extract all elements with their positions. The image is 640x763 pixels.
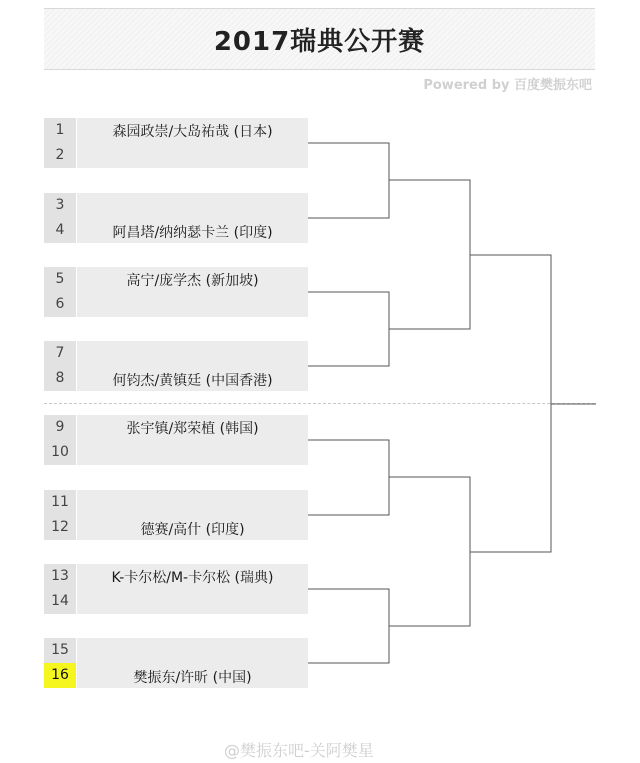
pair-name: 张宇镇/郑荣植 (韩国) (126, 421, 259, 437)
seed-number: 7 (44, 341, 76, 366)
seed-number: 8 (44, 366, 76, 391)
seed-number: 14 (44, 589, 76, 614)
powered-by-credit: Powered by 百度樊振东吧 (423, 78, 592, 93)
pair-name: 高宁/庞学杰 (新加坡) (126, 273, 259, 289)
seed-number: 6 (44, 292, 76, 317)
watermark: @樊振东吧-关阿樊星 (224, 741, 374, 760)
seed-number-highlighted: 16 (44, 663, 76, 688)
seed-number: 9 (44, 415, 76, 440)
seed-number: 12 (44, 515, 76, 540)
seed-number: 2 (44, 143, 76, 168)
bracket-connector (308, 440, 389, 515)
pair-name: 樊振东/许昕 (中国) (133, 670, 252, 686)
pair-name: 阿昌塔/纳纳瑟卡兰 (印度) (112, 225, 273, 241)
bracket-connector (389, 180, 470, 329)
pair-name: K-卡尔松/M-卡尔松 (瑞典) (111, 570, 274, 586)
seed-number: 3 (44, 193, 76, 218)
bracket-connector (308, 143, 389, 218)
bracket-connector (389, 477, 470, 626)
bracket-connector (470, 255, 551, 552)
seed-number: 1 (44, 118, 76, 143)
seed-number: 10 (44, 440, 76, 465)
seed-number: 15 (44, 638, 76, 663)
seed-number: 5 (44, 267, 76, 292)
page-title: 2017瑞典公开赛 (213, 26, 426, 57)
bracket-connector (308, 292, 389, 366)
seed-number: 13 (44, 564, 76, 589)
pair-name: 森园政崇/大岛祐哉 (日本) (112, 124, 273, 140)
pair-name: 德赛/高什 (印度) (140, 522, 245, 538)
bracket-connector (308, 589, 389, 663)
seed-number: 4 (44, 218, 76, 243)
seed-number: 11 (44, 490, 76, 515)
pair-name: 何钧杰/黄镇廷 (中国香港) (112, 373, 273, 389)
